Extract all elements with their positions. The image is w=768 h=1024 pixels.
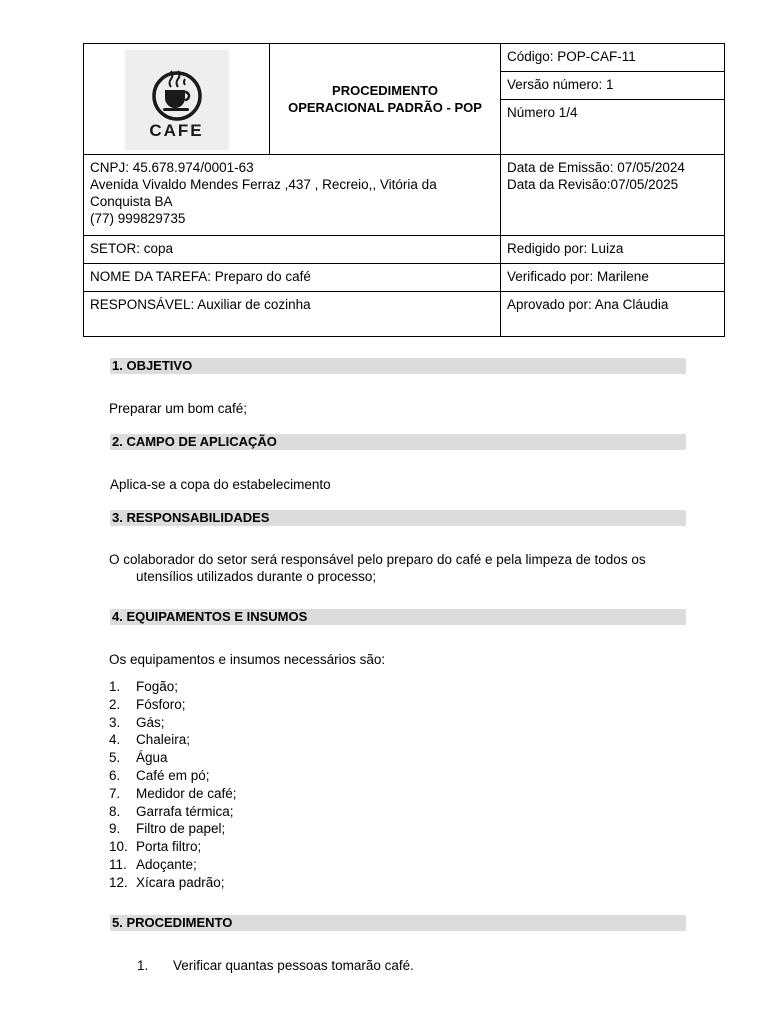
list-item-number: 8. [109,803,121,819]
campo-text: Aplica-se a copa do estabelecimento [110,477,331,492]
list-item-number: 5. [109,750,121,766]
equipamentos-list [109,678,237,892]
list-item [109,803,237,821]
list-item-number: 2. [109,696,121,712]
verificado-cell [501,264,725,292]
codigo-cell [501,44,725,72]
list-item [109,678,237,696]
section-equipamentos-heading: 4. EQUIPAMENTOS E INSUMOS [110,609,686,625]
list-item [109,714,237,732]
list-item-number: 9. [109,821,121,837]
redigido: Redigido por: Luiza [507,241,624,256]
list-item-number: 7. [109,785,121,801]
list-item [109,749,237,767]
setor-cell [84,236,501,264]
list-item-text: Xícara padrão; [136,874,225,890]
responsavel-cell [84,292,501,337]
setor: SETOR: copa [90,241,174,256]
list-item-text: Fósforo; [136,696,186,712]
list-item-text: Adoçante; [136,856,197,872]
telefone: (77) 999829735 [90,211,186,226]
list-item-number: 10. [109,839,128,855]
list-item-number: 11. [109,856,127,872]
dates-cell [501,155,725,236]
data-revisao: Data da Revisão:07/05/2025 [507,177,679,192]
list-item-text: Água [136,750,168,766]
section-objetivo-heading: 1. OBJETIVO [110,358,686,374]
doc-title-line1: PROCEDIMENTO [332,83,438,98]
verificado: Verificado por: Marilene [507,269,649,284]
numero: Número 1/4 [507,105,578,120]
aprovado: Aprovado por: Ana Cláudia [507,297,669,312]
list-item-number: 12. [109,874,128,890]
list-item [109,838,237,856]
list-item-text: Chaleira; [136,732,191,748]
section-responsabilidades-heading: 3. RESPONSABILIDADES [110,510,686,526]
list-item [109,856,237,874]
title-cell [270,44,501,155]
equipamentos-intro: Os equipamentos e insumos necessários são: [109,652,386,667]
redigido-cell [501,236,725,264]
doc-title-line2: OPERACIONAL PADRÃO - POP [288,100,482,115]
responsabilidades-text-line2: utensílios utilizados durante o processo; [136,569,377,584]
section-campo-heading: 2. CAMPO DE APLICAÇÃO [110,434,686,450]
list-item-number: 4. [109,732,121,748]
list-item-number: 1. [109,679,121,694]
cafe-logo [125,50,229,150]
list-item-text: Fogão; [136,679,179,694]
list-item-text: Garrafa térmica; [136,803,234,819]
list-item [109,696,237,714]
list-item-text: Medidor de café; [136,785,237,801]
nome-tarefa: NOME DA TAREFA: Preparo do café [90,269,311,284]
responsavel: RESPONSÁVEL: Auxiliar de cozinha [90,297,311,312]
data-emissao: Data de Emissão: 07/05/2024 [507,160,685,175]
list-item-number: 3. [109,714,121,730]
endereco: Avenida Vivaldo Mendes Ferraz ,437 , Recreio,, Vitória da Conquista BA [90,177,437,209]
list-item-text: Filtro de papel; [136,821,226,837]
versao-cell [501,72,725,100]
list-item [109,820,237,838]
objetivo-text: Preparar um bom café; [109,401,248,416]
header-table [83,43,725,337]
codigo: Código: POP-CAF-11 [507,49,636,64]
procedimento-step-number: 1. [137,958,149,973]
list-item-text: Porta filtro; [136,839,202,855]
logo-text: CAFE [149,120,204,140]
list-item [109,731,237,749]
responsabilidades-text-line1: O colaborador do setor será responsável pelo preparo do café e pela limpeza de todos os [109,552,646,567]
procedimento-step-text: Verificar quantas pessoas tomarão café. [173,958,414,973]
company-cell [84,155,501,236]
list-item-text: Café em pó; [136,767,210,783]
logo-cell [84,44,270,155]
numero-cell [501,100,725,155]
aprovado-cell [501,292,725,337]
section-procedimento-heading: 5. PROCEDIMENTO [110,915,686,931]
tarefa-cell [84,264,501,292]
list-item-number: 6. [109,767,121,783]
versao: Versão número: 1 [507,77,614,92]
cnpj: CNPJ: 45.678.974/0001-63 [90,160,254,175]
list-item [109,874,237,892]
list-item [109,767,237,785]
list-item-text: Gás; [136,714,165,730]
list-item [109,785,237,803]
